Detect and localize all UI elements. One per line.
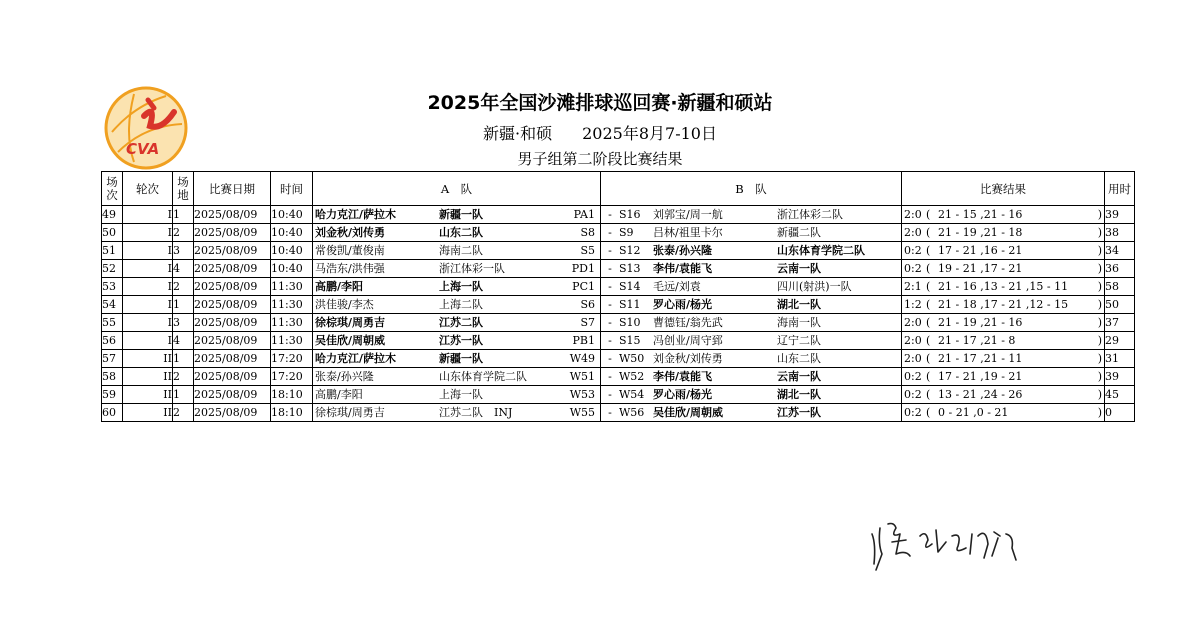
date-cell: 2025/08/09: [194, 350, 271, 368]
team-a-cell: [313, 260, 601, 278]
match-no-cell: 55: [102, 314, 123, 332]
duration-cell: 50: [1105, 296, 1135, 314]
date-cell: 2025/08/09: [194, 224, 271, 242]
duration-cell: 0: [1105, 404, 1135, 422]
paren-close: ): [1097, 406, 1102, 419]
result-cell: [902, 224, 1105, 242]
team-a-players: 常俊凯/董俊南: [315, 244, 385, 257]
set-scores: 0 - 21 ,0 - 21: [938, 406, 1009, 419]
court-cell: 4: [173, 332, 194, 350]
match-no-cell: 51: [102, 242, 123, 260]
team-b-cell: [601, 368, 902, 386]
set-scores: 19 - 21 ,17 - 21: [938, 262, 1023, 275]
team-a-cell: [313, 278, 601, 296]
seed-a: S6: [580, 298, 595, 311]
versus-dash: -: [608, 388, 612, 401]
team-b-players: 冯创业/周守郅: [653, 334, 723, 347]
time-cell: 18:10: [271, 386, 313, 404]
result-cell: [902, 242, 1105, 260]
paren-open: (: [926, 370, 931, 383]
set-ratio: 0:2: [904, 370, 922, 383]
date-cell: 2025/08/09: [194, 368, 271, 386]
paren-close: ): [1097, 244, 1102, 257]
table-row: [102, 404, 1135, 422]
team-a-players: 哈力克江/萨拉木: [315, 352, 397, 365]
paren-close: ): [1097, 298, 1102, 311]
time-cell: 11:30: [271, 296, 313, 314]
seed-b: S11: [619, 298, 641, 311]
team-a-name: 上海一队: [439, 280, 483, 293]
court-cell: 3: [173, 314, 194, 332]
team-b-cell: [601, 386, 902, 404]
result-cell: [902, 368, 1105, 386]
paren-open: (: [926, 334, 931, 347]
col-court: 场 地: [173, 172, 194, 206]
seed-a: W49: [569, 352, 595, 365]
paren-close: ): [1097, 262, 1102, 275]
team-b-cell: [601, 314, 902, 332]
seed-b: S16: [619, 208, 641, 221]
seed-a: PC1: [572, 280, 595, 293]
event-dates: 2025年8月7-10日: [582, 124, 717, 143]
match-no-cell: 54: [102, 296, 123, 314]
paren-close: ): [1097, 280, 1102, 293]
team-a-name: 江苏二队 INJ: [439, 406, 513, 419]
court-cell: 1: [173, 206, 194, 224]
set-scores: 21 - 19 ,21 - 16: [938, 316, 1023, 329]
team-a-cell: [313, 350, 601, 368]
team-a-name: 山东二队: [439, 226, 483, 239]
set-ratio: 1:2: [904, 298, 922, 311]
match-no-cell: 50: [102, 224, 123, 242]
result-cell: [902, 404, 1105, 422]
table-row: [102, 242, 1135, 260]
seed-a: W51: [569, 370, 595, 383]
court-cell: 2: [173, 404, 194, 422]
match-no-cell: 57: [102, 350, 123, 368]
team-b-name: 海南一队: [777, 316, 821, 329]
table-row: [102, 206, 1135, 224]
set-ratio: 2:1: [904, 280, 922, 293]
team-b-cell: [601, 350, 902, 368]
time-cell: 10:40: [271, 242, 313, 260]
set-scores: 21 - 16 ,13 - 21 ,15 - 11: [938, 280, 1069, 293]
versus-dash: -: [608, 370, 612, 383]
paren-close: ): [1097, 370, 1102, 383]
col-duration: 用时: [1105, 172, 1135, 206]
versus-dash: -: [608, 280, 612, 293]
team-a-players: 徐棕琪/周勇吉: [315, 316, 386, 329]
team-b-players: 曹德钰/翁先武: [653, 316, 723, 329]
round-cell: I: [123, 260, 173, 278]
team-b-cell: [601, 332, 902, 350]
team-b-players: 吕林/祖里卡尔: [653, 226, 723, 239]
col-round: 轮次: [123, 172, 173, 206]
match-no-cell: 49: [102, 206, 123, 224]
paren-close: ): [1097, 226, 1102, 239]
paren-open: (: [926, 298, 931, 311]
court-cell: 4: [173, 260, 194, 278]
date-cell: 2025/08/09: [194, 278, 271, 296]
team-b-players: 张泰/孙兴隆: [653, 244, 713, 257]
duration-cell: 38: [1105, 224, 1135, 242]
team-a-players: 张泰/孙兴隆: [315, 370, 374, 383]
team-b-cell: [601, 260, 902, 278]
time-cell: 10:40: [271, 260, 313, 278]
team-b-name: 辽宁二队: [777, 334, 821, 347]
date-cell: 2025/08/09: [194, 206, 271, 224]
set-scores: 21 - 19 ,21 - 18: [938, 226, 1023, 239]
result-cell: [902, 206, 1105, 224]
seed-a: S5: [580, 244, 595, 257]
team-b-name: 浙江体彩二队: [777, 208, 843, 221]
set-ratio: 0:2: [904, 244, 922, 257]
team-b-name: 湖北一队: [777, 388, 821, 401]
time-cell: 18:10: [271, 404, 313, 422]
seed-b: S14: [619, 280, 641, 293]
seed-b: S12: [619, 244, 641, 257]
team-a-name: 新疆一队: [439, 208, 483, 221]
team-a-cell: [313, 386, 601, 404]
team-b-cell: [601, 206, 902, 224]
set-ratio: 0:2: [904, 388, 922, 401]
seed-b: S13: [619, 262, 641, 275]
team-b-players: 吴佳欣/周朝威: [653, 406, 724, 419]
date-cell: 2025/08/09: [194, 386, 271, 404]
table-row: [102, 350, 1135, 368]
set-scores: 21 - 17 ,21 - 11: [938, 352, 1023, 365]
round-cell: I: [123, 206, 173, 224]
set-ratio: 2:0: [904, 334, 922, 347]
col-team-b: B 队: [601, 172, 902, 206]
paren-close: ): [1097, 208, 1102, 221]
team-a-name: 上海二队: [439, 298, 483, 311]
result-cell: [902, 350, 1105, 368]
result-cell: [902, 278, 1105, 296]
court-cell: 1: [173, 350, 194, 368]
team-b-name: 新疆二队: [777, 226, 821, 239]
team-a-cell: [313, 296, 601, 314]
table-row: [102, 314, 1135, 332]
paren-open: (: [926, 262, 931, 275]
paren-open: (: [926, 388, 931, 401]
seed-a: PB1: [572, 334, 595, 347]
event-subtitle: [300, 121, 900, 144]
table-row: [102, 278, 1135, 296]
set-scores: 13 - 21 ,24 - 26: [938, 388, 1023, 401]
table-row: [102, 368, 1135, 386]
page-title: 2025年全国沙滩排球巡回赛·新疆和硕站: [427, 92, 773, 114]
time-cell: 10:40: [271, 224, 313, 242]
set-ratio: 0:2: [904, 406, 922, 419]
paren-close: ): [1097, 388, 1102, 401]
court-cell: 2: [173, 224, 194, 242]
paren-open: (: [926, 352, 931, 365]
cva-logo: [104, 86, 188, 170]
date-cell: 2025/08/09: [194, 332, 271, 350]
time-cell: 11:30: [271, 314, 313, 332]
versus-dash: -: [608, 208, 612, 221]
team-b-name: 江苏一队: [777, 406, 821, 419]
team-b-players: 李伟/袁能飞: [653, 370, 713, 383]
date-cell: 2025/08/09: [194, 296, 271, 314]
table-row: [102, 296, 1135, 314]
col-match-no: 场 次: [102, 172, 123, 206]
team-b-players: 刘金秋/刘传勇: [653, 352, 723, 365]
set-ratio: 0:2: [904, 262, 922, 275]
team-b-name: 湖北一队: [777, 298, 821, 311]
round-cell: I: [123, 278, 173, 296]
paren-open: (: [926, 208, 931, 221]
team-a-name: 山东体育学院二队: [439, 370, 527, 383]
team-a-name: 浙江体彩一队: [439, 262, 505, 275]
seed-b: W56: [619, 406, 645, 419]
duration-cell: 39: [1105, 206, 1135, 224]
seed-a: W55: [569, 406, 595, 419]
seed-a: PD1: [571, 262, 595, 275]
col-team-a: A 队: [313, 172, 601, 206]
paren-close: ): [1097, 316, 1102, 329]
team-b-cell: [601, 296, 902, 314]
match-no-cell: 53: [102, 278, 123, 296]
seed-b: W52: [619, 370, 645, 383]
paren-close: ): [1097, 334, 1102, 347]
team-b-cell: [601, 224, 902, 242]
round-cell: I: [123, 332, 173, 350]
set-ratio: 2:0: [904, 208, 922, 221]
seed-a: PA1: [573, 208, 595, 221]
set-scores: 21 - 18 ,17 - 21 ,12 - 15: [938, 298, 1069, 311]
team-a-players: 洪佳骏/李杰: [315, 298, 374, 311]
set-scores: 17 - 21 ,19 - 21: [938, 370, 1023, 383]
result-cell: [902, 386, 1105, 404]
duration-cell: 31: [1105, 350, 1135, 368]
duration-cell: 45: [1105, 386, 1135, 404]
team-b-name: 山东体育学院二队: [777, 244, 865, 257]
match-no-cell: 60: [102, 404, 123, 422]
stage-title: 男子组第二阶段比赛结果: [517, 150, 683, 168]
team-b-name: 云南一队: [777, 262, 821, 275]
team-b-name: 四川(射洪)一队: [777, 280, 852, 293]
team-a-cell: [313, 368, 601, 386]
match-no-cell: 52: [102, 260, 123, 278]
round-cell: I: [123, 314, 173, 332]
team-a-players: 马浩东/洪伟强: [315, 262, 385, 275]
col-time: 时间: [271, 172, 313, 206]
team-a-players: 刘金秋/刘传勇: [315, 226, 386, 239]
versus-dash: -: [608, 298, 612, 311]
round-cell: II: [123, 404, 173, 422]
team-a-players: 徐棕琪/周勇吉: [315, 406, 385, 419]
paren-open: (: [926, 280, 931, 293]
team-a-name: 海南二队: [439, 244, 483, 257]
set-scores: 21 - 17 ,21 - 8: [938, 334, 1016, 347]
court-cell: 1: [173, 386, 194, 404]
team-a-players: 高鹏/李阳: [315, 280, 364, 293]
match-no-cell: 59: [102, 386, 123, 404]
date-cell: 2025/08/09: [194, 404, 271, 422]
match-no-cell: 58: [102, 368, 123, 386]
team-a-cell: [313, 314, 601, 332]
team-a-name: 江苏二队: [439, 316, 483, 329]
team-a-cell: [313, 242, 601, 260]
round-cell: I: [123, 224, 173, 242]
paren-open: (: [926, 244, 931, 257]
court-cell: 2: [173, 278, 194, 296]
col-date: 比赛日期: [194, 172, 271, 206]
team-a-cell: [313, 224, 601, 242]
result-cell: [902, 332, 1105, 350]
team-a-players: 吴佳欣/周朝威: [315, 334, 386, 347]
team-b-players: 李伟/袁能飞: [653, 262, 713, 275]
duration-cell: 39: [1105, 368, 1135, 386]
team-a-cell: [313, 206, 601, 224]
svg-text:CVA: CVA: [126, 140, 160, 158]
table-row: [102, 386, 1135, 404]
duration-cell: 58: [1105, 278, 1135, 296]
duration-cell: 29: [1105, 332, 1135, 350]
duration-cell: 37: [1105, 314, 1135, 332]
round-cell: II: [123, 386, 173, 404]
versus-dash: -: [608, 352, 612, 365]
team-a-name: 江苏一队: [439, 334, 483, 347]
team-a-cell: [313, 332, 601, 350]
results-table: [101, 171, 1135, 422]
result-cell: [902, 260, 1105, 278]
time-cell: 11:30: [271, 278, 313, 296]
signature: [866, 514, 1026, 574]
time-cell: 11:30: [271, 332, 313, 350]
time-cell: 17:20: [271, 368, 313, 386]
round-cell: II: [123, 368, 173, 386]
seed-a: W53: [569, 388, 595, 401]
seed-a: S7: [580, 316, 595, 329]
table-row: [102, 260, 1135, 278]
seed-b: W50: [619, 352, 645, 365]
set-ratio: 2:0: [904, 316, 922, 329]
duration-cell: 34: [1105, 242, 1135, 260]
team-a-name: 上海一队: [439, 388, 483, 401]
team-b-name: 山东二队: [777, 352, 821, 365]
match-no-cell: 56: [102, 332, 123, 350]
date-cell: 2025/08/09: [194, 314, 271, 332]
team-b-name: 云南一队: [777, 370, 821, 383]
court-cell: 1: [173, 296, 194, 314]
set-scores: 21 - 15 ,21 - 16: [938, 208, 1023, 221]
set-scores: 17 - 21 ,16 - 21: [938, 244, 1023, 257]
seed-a: S8: [580, 226, 595, 239]
round-cell: II: [123, 350, 173, 368]
team-a-cell: [313, 404, 601, 422]
versus-dash: -: [608, 244, 612, 257]
event-location: 新疆·和硕: [483, 124, 553, 143]
team-b-players: 刘郭宝/周一航: [653, 208, 723, 221]
time-cell: 10:40: [271, 206, 313, 224]
seed-b: S15: [619, 334, 641, 347]
team-b-cell: [601, 242, 902, 260]
versus-dash: -: [608, 262, 612, 275]
versus-dash: -: [608, 406, 612, 419]
team-b-players: 罗心雨/杨光: [653, 298, 713, 311]
table-row: [102, 224, 1135, 242]
team-b-cell: [601, 404, 902, 422]
set-ratio: 2:0: [904, 352, 922, 365]
duration-cell: 36: [1105, 260, 1135, 278]
set-ratio: 2:0: [904, 226, 922, 239]
seed-b: W54: [619, 388, 645, 401]
paren-open: (: [926, 406, 931, 419]
date-cell: 2025/08/09: [194, 242, 271, 260]
result-cell: [902, 314, 1105, 332]
court-cell: 3: [173, 242, 194, 260]
round-cell: I: [123, 242, 173, 260]
versus-dash: -: [608, 316, 612, 329]
time-cell: 17:20: [271, 350, 313, 368]
court-cell: 2: [173, 368, 194, 386]
paren-open: (: [926, 226, 931, 239]
col-result: 比赛结果: [902, 172, 1105, 206]
date-cell: 2025/08/09: [194, 260, 271, 278]
team-a-name: 新疆一队: [439, 352, 483, 365]
paren-close: ): [1097, 352, 1102, 365]
round-cell: I: [123, 296, 173, 314]
team-a-players: 高鹏/李阳: [315, 388, 363, 401]
team-a-players: 哈力克江/萨拉木: [315, 208, 397, 221]
versus-dash: -: [608, 334, 612, 347]
seed-b: S9: [619, 226, 634, 239]
seed-b: S10: [619, 316, 641, 329]
versus-dash: -: [608, 226, 612, 239]
team-b-players: 毛远/刘袁: [653, 280, 701, 293]
table-row: [102, 332, 1135, 350]
team-b-players: 罗心雨/杨光: [653, 388, 713, 401]
team-b-cell: [601, 278, 902, 296]
result-cell: [902, 296, 1105, 314]
paren-open: (: [926, 316, 931, 329]
header-row: [102, 172, 1135, 206]
